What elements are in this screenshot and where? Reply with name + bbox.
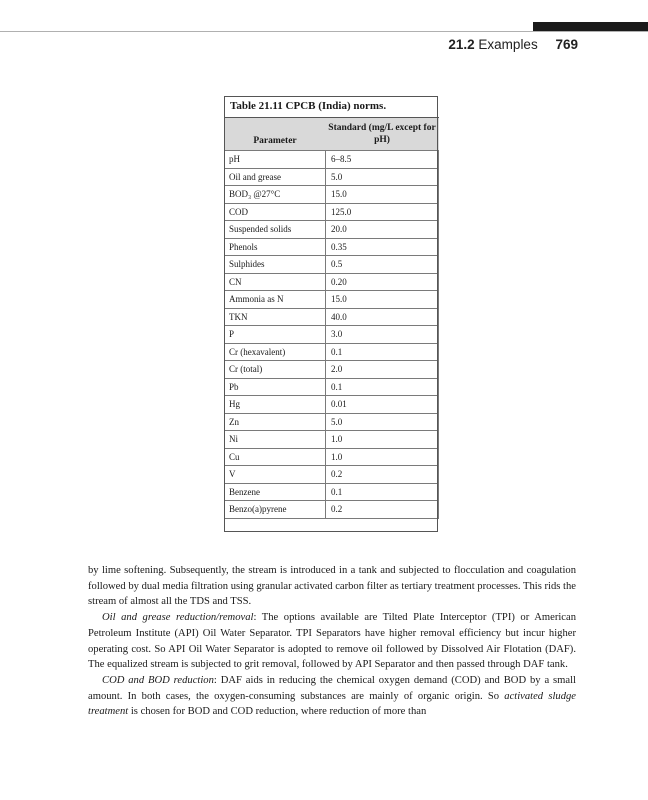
value-cell: 40.0 <box>326 308 439 326</box>
value-cell: 15.0 <box>326 291 439 309</box>
table-caption: Table 21.11 CPCB (India) norms. <box>230 100 387 112</box>
value-cell: 2.0 <box>326 361 439 379</box>
table-row <box>225 431 439 449</box>
para3-lead: COD and BOD reduction <box>102 674 214 686</box>
value-cell: 6–8.5 <box>326 151 439 169</box>
value-cell: 0.20 <box>326 273 439 291</box>
parameter-cell: V <box>225 466 326 484</box>
value-cell: 0.1 <box>326 343 439 361</box>
value-cell: 0.1 <box>326 483 439 501</box>
value-cell: 0.5 <box>326 256 439 274</box>
table-header-row <box>225 118 439 151</box>
value-cell: 0.2 <box>326 466 439 484</box>
para3-end: is chosen for BOD and COD reduction, where reduction of more than <box>128 706 427 718</box>
table-row <box>225 501 439 519</box>
header-bar <box>533 22 648 31</box>
parameter-cell: Benzene <box>225 483 326 501</box>
para2-rest: : The options available are Tilted Plate Interceptor (TPI) or American Petroleum Institute (API) Oil Water Separator. TPI Separators have higher removal efficiency but incur higher operating cost. So API Oil Water Separator is adopted to remove oil followed by Dissolved Air Flotation (DAF). The equalized stream is subjected to grit removal, followed by API Separator and then passed through DAF tank. <box>88 612 577 671</box>
table-row <box>225 291 439 309</box>
value-cell: 1.0 <box>326 448 439 466</box>
parameter-cell: Pb <box>225 378 326 396</box>
value-cell: 0.2 <box>326 501 439 519</box>
body-text <box>88 563 576 720</box>
norms-table <box>224 117 439 519</box>
table-row <box>225 483 439 501</box>
parameter-cell: Phenols <box>225 238 326 256</box>
parameter-cell: Cu <box>225 448 326 466</box>
table-row <box>225 168 439 186</box>
table-row <box>225 466 439 484</box>
table-row <box>225 361 439 379</box>
value-cell: 1.0 <box>326 431 439 449</box>
table-row <box>225 186 439 204</box>
paragraph-3 <box>88 673 576 720</box>
value-cell: 20.0 <box>326 221 439 239</box>
header-standard: Standard (mg/L except for pH) <box>326 118 439 151</box>
parameter-cell: Zn <box>225 413 326 431</box>
table-row <box>225 203 439 221</box>
value-cell: 0.35 <box>326 238 439 256</box>
value-cell: 5.0 <box>326 413 439 431</box>
value-cell: 0.1 <box>326 378 439 396</box>
norms-table-container <box>224 96 438 519</box>
section-title: Examples <box>478 37 538 52</box>
parameter-cell: Benzo(a)pyrene <box>225 501 326 519</box>
table-row <box>225 343 439 361</box>
value-cell: 3.0 <box>326 326 439 344</box>
header-rule <box>0 31 648 32</box>
value-cell: 15.0 <box>326 186 439 204</box>
para2-lead: Oil and grease reduction/removal <box>102 612 254 624</box>
table-row <box>225 221 439 239</box>
table-row <box>225 273 439 291</box>
parameter-cell: Cr (total) <box>225 361 326 379</box>
table-row <box>225 396 439 414</box>
parameter-cell: Cr (hexavalent) <box>225 343 326 361</box>
header-parameter: Parameter <box>225 118 326 151</box>
parameter-cell: TKN <box>225 308 326 326</box>
paragraph-1: by lime softening. Subsequently, the stream is introduced in a tank and subjected to flocculation and coagulation followed by dual media filtration using granular activated carbon filter as tertiary treatment processes. This rids the stream of almost all the TDS and TSS. <box>88 565 576 608</box>
parameter-cell: BOD₃ @27°C <box>225 186 326 204</box>
table-row <box>225 238 439 256</box>
table-body <box>225 151 439 519</box>
parameter-cell: pH <box>225 151 326 169</box>
running-head <box>448 37 578 52</box>
parameter-cell: Suspended solids <box>225 221 326 239</box>
table-row <box>225 256 439 274</box>
table-row <box>225 151 439 169</box>
table-row <box>225 448 439 466</box>
paragraph-2 <box>88 610 576 673</box>
parameter-cell: Hg <box>225 396 326 414</box>
parameter-cell: Ni <box>225 431 326 449</box>
table-row <box>225 326 439 344</box>
section-number: 21.2 <box>448 37 475 52</box>
parameter-cell: P <box>225 326 326 344</box>
parameter-cell: Ammonia as N <box>225 291 326 309</box>
para3-mid: : DAF aids in reducing the chemical oxygen demand (COD) and BOD by a small amount. In both cases, the oxygen-consuming substances are mainly of organic origin. So <box>88 674 576 702</box>
parameter-cell: Oil and grease <box>225 168 326 186</box>
parameter-cell: CN <box>225 273 326 291</box>
para3-em: activated sludge treatment <box>88 690 576 718</box>
value-cell: 0.01 <box>326 396 439 414</box>
page-number: 769 <box>555 37 578 52</box>
parameter-cell: Sulphides <box>225 256 326 274</box>
value-cell: 125.0 <box>326 203 439 221</box>
value-cell: 5.0 <box>326 168 439 186</box>
table-row <box>225 378 439 396</box>
table-row <box>225 308 439 326</box>
table-row <box>225 413 439 431</box>
parameter-cell: COD <box>225 203 326 221</box>
